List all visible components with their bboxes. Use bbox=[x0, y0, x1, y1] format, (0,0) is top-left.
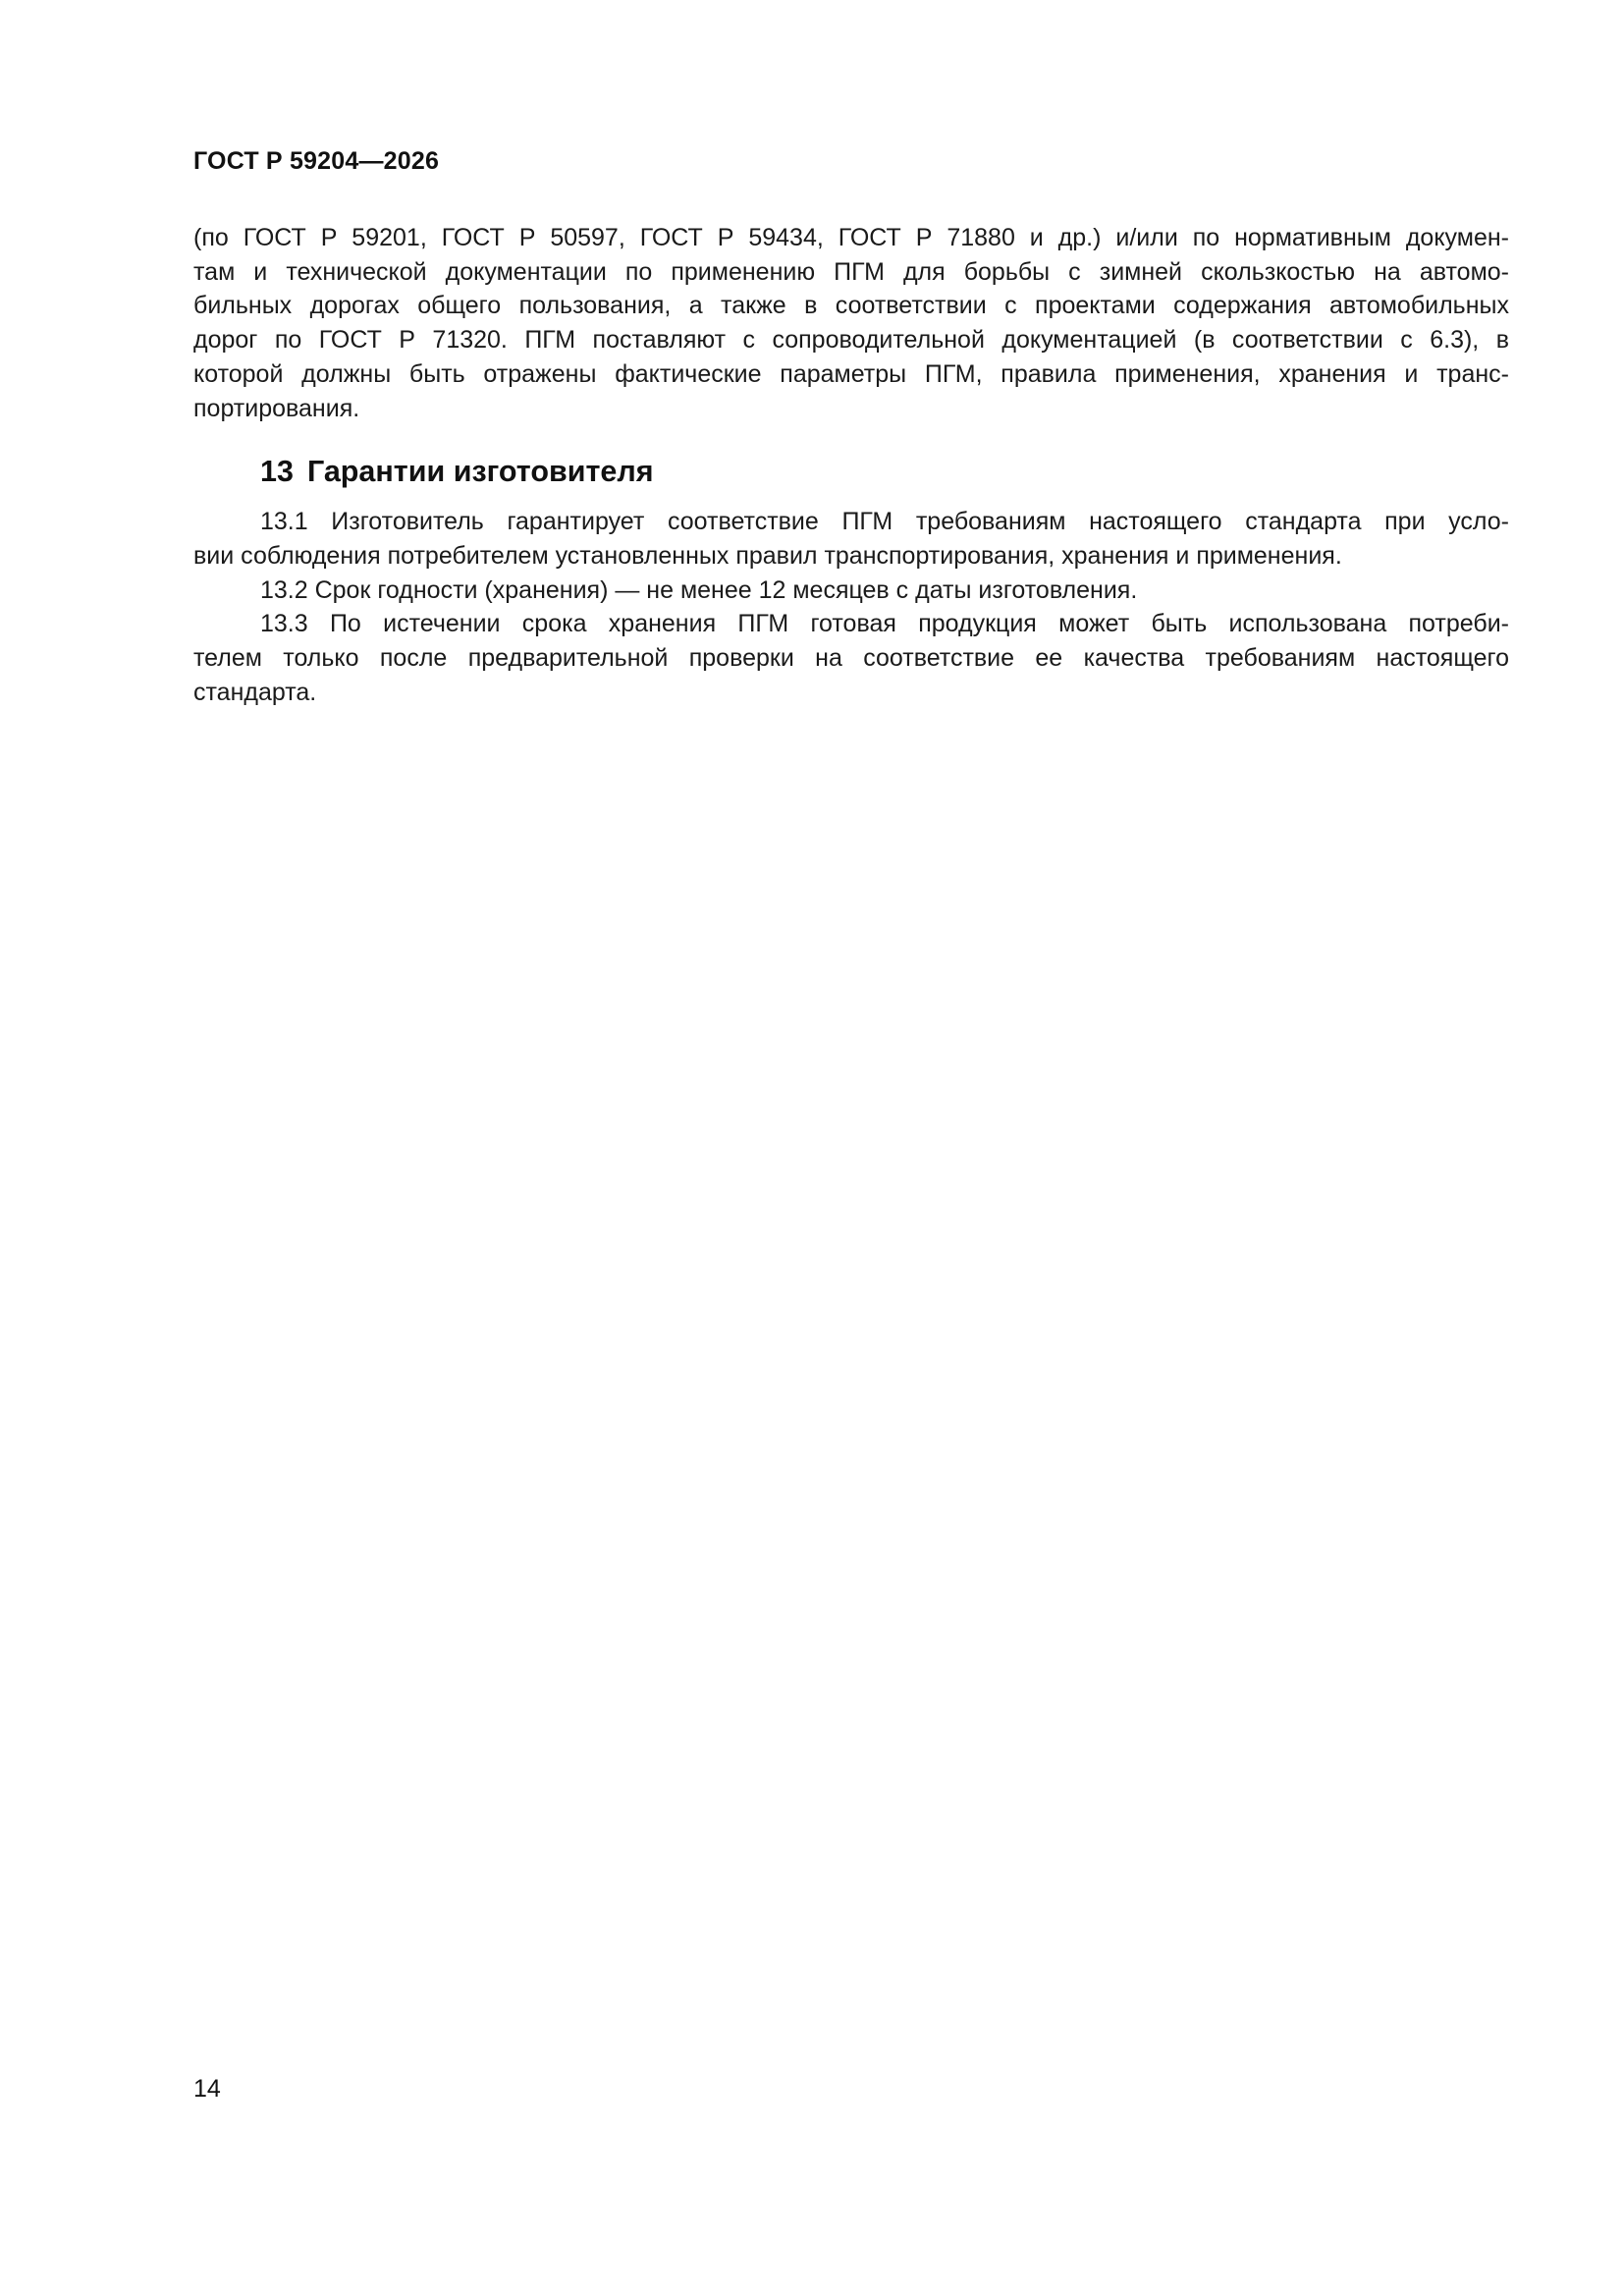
clause-line: телем только после предварительной проверки на соответствие ее качества требованиям настоящего bbox=[193, 644, 1509, 673]
paragraph-line: (по ГОСТ Р 59201, ГОСТ Р 50597, ГОСТ Р 59434, ГОСТ Р 71880 и др.) и/или по нормативным докумен- bbox=[193, 224, 1509, 251]
clause-line: 13.1 Изготовитель гарантирует соответствие ПГМ требованиям настоящего стандарта при усло- bbox=[260, 508, 1509, 536]
clause-line: вии соблюдения потребителем установленных правил транспортирования, хранения и применения. bbox=[193, 541, 1342, 570]
intro-paragraph bbox=[193, 221, 1509, 425]
section-title: Гарантии изготовителя bbox=[306, 455, 654, 489]
page-number: 14 bbox=[193, 2075, 221, 2103]
section-heading bbox=[193, 455, 1509, 489]
section-number: 13 bbox=[260, 455, 294, 489]
clause-13-1 bbox=[193, 505, 1509, 573]
clause-line: 13.2 Срок годности (хранения) — не менее 12 месяцев с даты изготовления. bbox=[260, 575, 1138, 604]
clause-line: 13.3 По истечении срока хранения ПГМ готовая продукция может быть использована потреби- bbox=[260, 610, 1509, 638]
paragraph-line: бильных дорогах общего пользования, а также в соответствии с проектами содержания автомобильных bbox=[193, 292, 1509, 320]
paragraph-line: которой должны быть отражены фактические параметры ПГМ, правила применения, хранения и транс- bbox=[193, 359, 1509, 388]
page-content bbox=[193, 221, 1509, 709]
clause-line: стандарта. bbox=[193, 678, 317, 706]
paragraph-line: дорог по ГОСТ Р 71320. ПГМ поставляют с сопроводительной документацией (в соответствии с 6.3), в bbox=[193, 326, 1509, 355]
paragraph-line: портирования. bbox=[193, 394, 360, 422]
paragraph-line: там и технической документации по применению ПГМ для борьбы с зимней скользкостью на автомо- bbox=[193, 257, 1509, 286]
document-header-number: ГОСТ Р 59204—2026 bbox=[193, 147, 440, 175]
clause-13-3 bbox=[193, 607, 1509, 709]
clause-13-2 bbox=[193, 574, 1509, 608]
